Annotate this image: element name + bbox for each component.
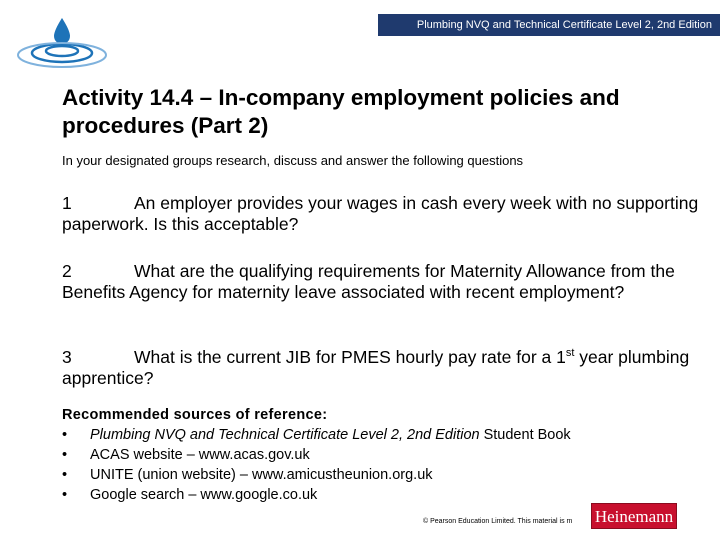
reference-item [62, 485, 571, 505]
bullet: • [62, 487, 68, 503]
reference-text: UNITE (union website) – www.amicustheunion.org.uk [90, 467, 433, 483]
references-list [62, 425, 571, 505]
intro-text: In your designated groups research, discuss and answer the following questions [62, 153, 524, 168]
question-2 [62, 261, 720, 303]
header-banner [378, 14, 720, 36]
question-1 [62, 193, 720, 235]
water-drop-ripple-icon [16, 14, 108, 70]
reference-item [62, 425, 571, 445]
question-text: What are the qualifying requirements for Maternity Allowance from the Benefits Agency for maternity leave associated with recent employment? [62, 261, 675, 302]
bullet: • [62, 447, 68, 463]
question-number: 3 [62, 347, 72, 367]
reference-text: ACAS website – www.acas.gov.uk [90, 447, 310, 463]
question-3 [62, 347, 720, 389]
reference-item [62, 465, 571, 485]
references-section [62, 405, 571, 505]
reference-text: Student Book [479, 427, 571, 443]
question-text-end: year plumbing apprentice? [62, 347, 690, 388]
question-number: 1 [62, 193, 72, 213]
slide-title: Activity 14.4 – In-company employment policies and procedures (Part 2) [62, 85, 620, 138]
question-text: An employer provides your wages in cash every week with no supporting paperwork. Is this acceptable? [62, 193, 699, 234]
ordinal-suffix: st [565, 347, 575, 360]
header-banner-text: Plumbing NVQ and Technical Certificate Level 2, 2nd Edition [416, 19, 712, 31]
bullet: • [62, 467, 68, 483]
reference-text: Google search – www.google.co.uk [90, 487, 318, 503]
copyright-notice: © Pearson Education Limited. This material is m [423, 518, 573, 525]
reference-book-title: Plumbing NVQ and Technical Certificate Level 2, 2nd Edition [90, 427, 480, 443]
reference-item [62, 445, 571, 465]
question-number: 2 [62, 261, 72, 281]
publisher-logo [591, 503, 677, 529]
references-heading: Recommended sources of reference: [62, 407, 328, 423]
question-text: What is the current JIB for PMES hourly pay rate for a 1 [134, 347, 566, 367]
publisher-logo-text: Heinemann [594, 507, 674, 526]
bullet: • [62, 427, 68, 443]
